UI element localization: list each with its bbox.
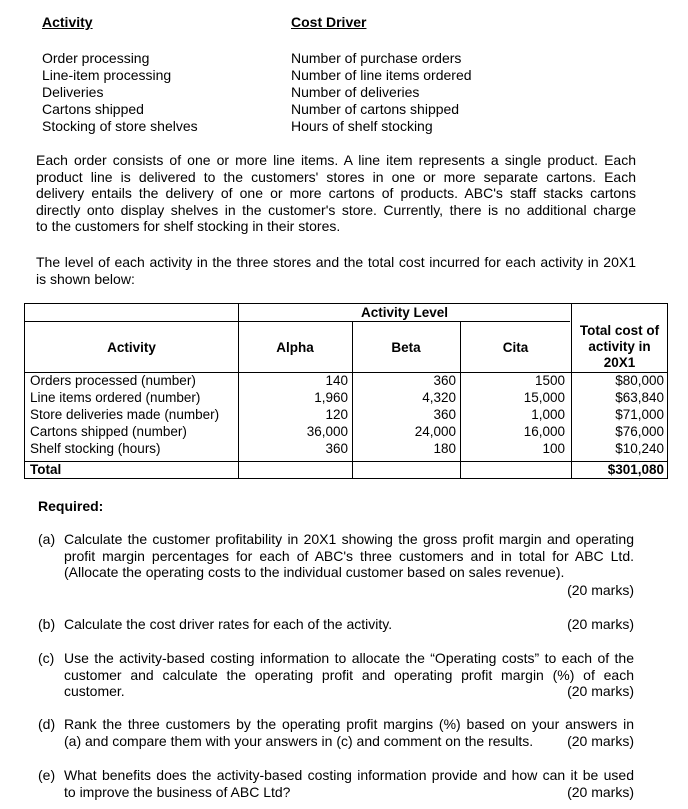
description-paragraph — [36, 152, 636, 235]
col-total-header-line: activity in — [588, 339, 651, 354]
activity-level-header: Activity Level — [360, 305, 449, 320]
driver-item: Hours of shelf stocking — [291, 118, 433, 134]
col-total-header-line: 20X1 — [603, 355, 636, 370]
paragraph-line: to the customers for shelf stocking in their stores. — [36, 218, 341, 235]
row-activity: Cartons shipped (number) — [30, 424, 187, 439]
question-line: Rank the three customers by the operating profit margins (%) based on your answers in — [64, 716, 634, 732]
row-total: $71,000 — [615, 407, 664, 422]
activity-header: Activity — [42, 14, 93, 30]
total-label: Total — [30, 462, 62, 477]
question-b-label: (b) — [38, 616, 56, 632]
cost-driver-header: Cost Driver — [291, 14, 367, 30]
row-cita: 1,000 — [531, 407, 565, 422]
activity-item: Order processing — [42, 50, 150, 66]
row-total: $63,840 — [615, 390, 664, 405]
row-beta: 180 — [433, 441, 456, 456]
activity-item: Line-item processing — [42, 67, 172, 83]
row-alpha: 36,000 — [306, 424, 348, 439]
row-cita: 1500 — [534, 373, 565, 388]
col-beta-header: Beta — [391, 340, 421, 355]
table-intro-paragraph — [36, 254, 636, 287]
paragraph-line: directly onto display shelves in the customer's store. Currently, there is no additional charge — [36, 201, 636, 218]
row-activity: Store deliveries made (number) — [30, 407, 220, 422]
col-cita-header: Cita — [502, 340, 529, 355]
question-e-text — [64, 767, 634, 800]
row-cita: 16,000 — [523, 424, 565, 439]
activity-level-table — [24, 303, 668, 479]
question-line: What benefits does the activity-based costing information provide and how can it be used — [64, 767, 634, 783]
col-alpha-header: Alpha — [276, 340, 314, 355]
row-total: $80,000 — [615, 373, 664, 388]
row-activity: Orders processed (number) — [30, 373, 196, 388]
paragraph-line: is shown below: — [36, 270, 135, 287]
question-line: Use the activity-based costing information to allocate the “Operating costs” to each of the — [64, 650, 634, 666]
row-alpha: 120 — [325, 407, 348, 422]
question-c-label: (c) — [38, 650, 55, 666]
row-cita: 100 — [542, 441, 565, 456]
question-line: profit margin percentages for each of ABC's three customers and in total for ABC Ltd. — [64, 547, 634, 564]
row-total: $76,000 — [615, 424, 664, 439]
question-c-text — [64, 650, 634, 700]
row-alpha: 360 — [325, 441, 348, 456]
row-beta: 360 — [433, 373, 456, 388]
paragraph-line: delivery entails the delivery of one or more cartons of products. ABC's staff stacks cartons — [36, 185, 636, 202]
driver-item: Number of line items ordered — [291, 67, 472, 83]
question-c-marks: (20 marks) — [567, 683, 634, 699]
col-total-header-line: Total cost of — [579, 323, 660, 338]
question-line: customer and calculate the operating profit and operating profit margin (%) of each — [64, 666, 634, 683]
activity-item: Stocking of store shelves — [42, 118, 198, 134]
question-e-label: (e) — [38, 767, 56, 783]
activity-item: Deliveries — [42, 84, 104, 100]
row-alpha: 1,960 — [314, 390, 348, 405]
col-activity-header: Activity — [107, 340, 156, 355]
question-b-text: Calculate the cost driver rates for each of the activity. — [64, 616, 393, 632]
paragraph-line: The level of each activity in the three stores and the total cost incurred for each activity in 20X1 — [36, 254, 636, 270]
question-d-label: (d) — [38, 716, 56, 732]
row-beta: 24,000 — [414, 424, 456, 439]
question-line: (a) and compare them with your answers in (c) and comment on the results. — [64, 732, 534, 749]
question-line: customer. — [64, 683, 125, 700]
row-activity: Shelf stocking (hours) — [30, 441, 161, 456]
driver-item: Number of purchase orders — [291, 50, 462, 66]
question-line: to improve the business of ABC Ltd? — [64, 783, 291, 800]
total-value: $301,080 — [607, 462, 664, 477]
question-d-text — [64, 716, 634, 749]
driver-item: Number of cartons shipped — [291, 101, 460, 117]
question-b-marks: (20 marks) — [567, 616, 634, 632]
question-a-text — [64, 531, 634, 581]
row-cita: 15,000 — [523, 390, 565, 405]
question-line: (Allocate the operating costs to the individual customer based on sales revenue). — [64, 564, 565, 581]
question-a-marks: (20 marks) — [567, 582, 634, 598]
row-beta: 4,320 — [422, 390, 456, 405]
question-d-marks: (20 marks) — [567, 733, 634, 749]
paragraph-line: Each order consists of one or more line items. A line item represents a single product. Each — [36, 152, 636, 168]
paragraph-line: product line is delivered to the customers' stores in one or more separate cartons. Each — [36, 168, 636, 185]
driver-item: Number of deliveries — [291, 84, 420, 100]
row-activity: Line items ordered (number) — [30, 390, 201, 405]
row-alpha: 140 — [325, 373, 348, 388]
row-beta: 360 — [433, 407, 456, 422]
question-a-label: (a) — [38, 531, 56, 547]
question-line: Calculate the customer profitability in 20X1 showing the gross profit margin and operating — [64, 531, 634, 547]
row-total: $10,240 — [615, 441, 664, 456]
activity-item: Cartons shipped — [42, 101, 144, 117]
question-e-marks: (20 marks) — [567, 784, 634, 800]
required-heading: Required: — [38, 498, 104, 514]
